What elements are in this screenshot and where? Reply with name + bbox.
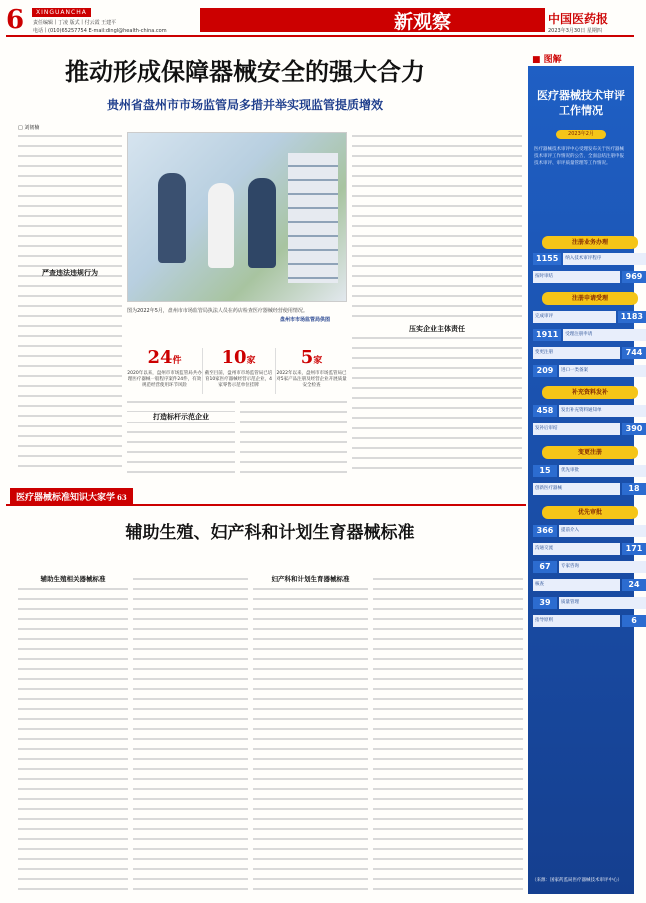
article1-byline: □ 刘韧楠 — [18, 125, 40, 131]
graphic-section-3: 补充资料发补 — [542, 386, 638, 399]
graphic-item-6: 209 进口一类备案 — [533, 364, 646, 378]
article1-head-3: 压实企业主体责任 — [409, 324, 465, 333]
article2-head-1: 辅助生殖相关器械标准 — [40, 575, 106, 583]
graphic-item-9: 15 优先审批 — [533, 464, 646, 478]
graphic-items-layer — [528, 66, 643, 894]
masthead-bar — [200, 8, 545, 32]
photo-person-1 — [158, 173, 186, 263]
article1-head-2: 打造标杆示范企业 — [127, 412, 235, 422]
stat-desc-1: 2020年以来，盘州市市场监管局共办理医疗器械一般程序案件24件，有效规范经营使用环节风险 — [127, 371, 202, 388]
graphic-item-12: 沟通交流 171 — [533, 542, 646, 556]
column-name: 医疗器械标准知识大家学 63 — [10, 488, 133, 505]
graphic-item-14: 核查 24 — [533, 578, 646, 592]
page-number: 6 — [6, 5, 25, 35]
photo-caption: 图为2022年5月，盘州市市场监管局执法人员在药店检查医疗器械经营使用情况。 — [127, 308, 308, 314]
article2-col2-text — [133, 575, 248, 895]
article2-col1-text — [18, 585, 128, 895]
graphic-section-2: 注册申请受理 — [542, 292, 638, 305]
article2-title: 辅助生殖、妇产科和计划生育器械标准 — [125, 523, 415, 543]
stat-number-2: 10家 — [221, 347, 256, 368]
graphic-item-16: 指导原则 6 — [533, 614, 646, 628]
graphic-item-1: 1155 纳入技术审评程序 — [533, 252, 646, 266]
photo-person-3 — [248, 178, 276, 268]
column-banner — [6, 484, 526, 506]
photo-shelf — [288, 153, 338, 283]
stat-number-3: 5家 — [300, 347, 323, 368]
graphic-item-7: 458 发出补充资料通知单 — [533, 404, 646, 418]
graphic-item-8: 发补后审结 390 — [533, 422, 646, 436]
stat-box-3 — [275, 348, 347, 394]
photo-credit: 盘州市市场监管局供图 — [280, 317, 331, 323]
graphic-item-11: 366 提前介入 — [533, 524, 646, 538]
article1-col2-text — [127, 398, 235, 474]
article1-subtitle: 贵州省盘州市市场监管局多措并举实现监管提质增效 — [106, 98, 383, 112]
graphic-period: 2023年2月 — [556, 130, 606, 139]
graphic-item-15: 39 质量管理 — [533, 596, 646, 610]
article1-col1-text — [18, 132, 122, 474]
contact-line: 电话丨(010)65257754 E-mail:dingl@health-china.com — [33, 28, 167, 34]
stat-box-2 — [202, 348, 274, 394]
graphic-section-1: 注册业务办理 — [542, 236, 638, 249]
graphic-item-13: 67 专家咨询 — [533, 560, 646, 574]
masthead-rule — [6, 35, 634, 37]
graphic-item-3: 完成审评 1183 — [533, 310, 646, 324]
graphic-tag: ■ 图解 — [532, 55, 562, 65]
date-line: 2023年3月30日 星期四 — [548, 28, 602, 34]
graphic-section-5: 优先审批 — [542, 506, 638, 519]
stat-number-1: 24件 — [147, 347, 182, 368]
graphic-section-4: 变更注册 — [542, 446, 638, 459]
article1-head-1: 严查违法违规行为 — [42, 268, 98, 277]
article1-col2b-text — [240, 398, 347, 474]
article1-col3-text — [352, 132, 522, 322]
article2-col4-text — [373, 575, 523, 895]
editor-line: 责任编辑丨丁凌 版式丨付云霞 王建平 — [33, 20, 117, 26]
graphic-title: 医疗器械技术审评工作情况 — [537, 89, 625, 117]
paper-name: 中国医药报 — [548, 12, 609, 26]
stat-desc-2: 截至目前，盘州市市场监管局已培育10家医疗器械经营示范企业，4家零售示范单位挂牌 — [204, 371, 273, 388]
article2-col3-text — [253, 585, 368, 895]
article2-head-2: 妇产科和计划生育器械标准 — [271, 575, 350, 583]
graphic-item-2: 按时审结 969 — [533, 270, 646, 284]
graphic-item-10: 创新医疗器械 18 — [533, 482, 646, 496]
graphic-tag-icon: ■ — [532, 55, 544, 65]
article1-title: 推动形成保障器械安全的强大合力 — [65, 57, 425, 86]
graphic-item-4: 1911 受理注册申请 — [533, 328, 646, 342]
photo-person-2 — [208, 183, 234, 268]
graphic-intro: 医疗器械技术审评中心受理发布关于医疗器械技术审评工作情况的公告，全面总结注册申报技术审评、审评质量管理等工作情况。 — [534, 147, 624, 166]
graphic-item-5: 变更注册 744 — [533, 346, 646, 360]
article1-col3b-text — [352, 334, 522, 474]
article1-photo — [127, 132, 347, 302]
section-title: 新观察 — [394, 11, 452, 33]
stat-desc-3: 2022年以来，盘州市市场监管局已对5家产品注册及经营企业开展质量安全检查 — [276, 371, 347, 388]
stat-box-1 — [127, 348, 202, 394]
section-english: XINGUANCHA — [32, 8, 91, 17]
graphic-source: （来源：国家药监局医疗器械技术审评中心） — [532, 878, 622, 883]
